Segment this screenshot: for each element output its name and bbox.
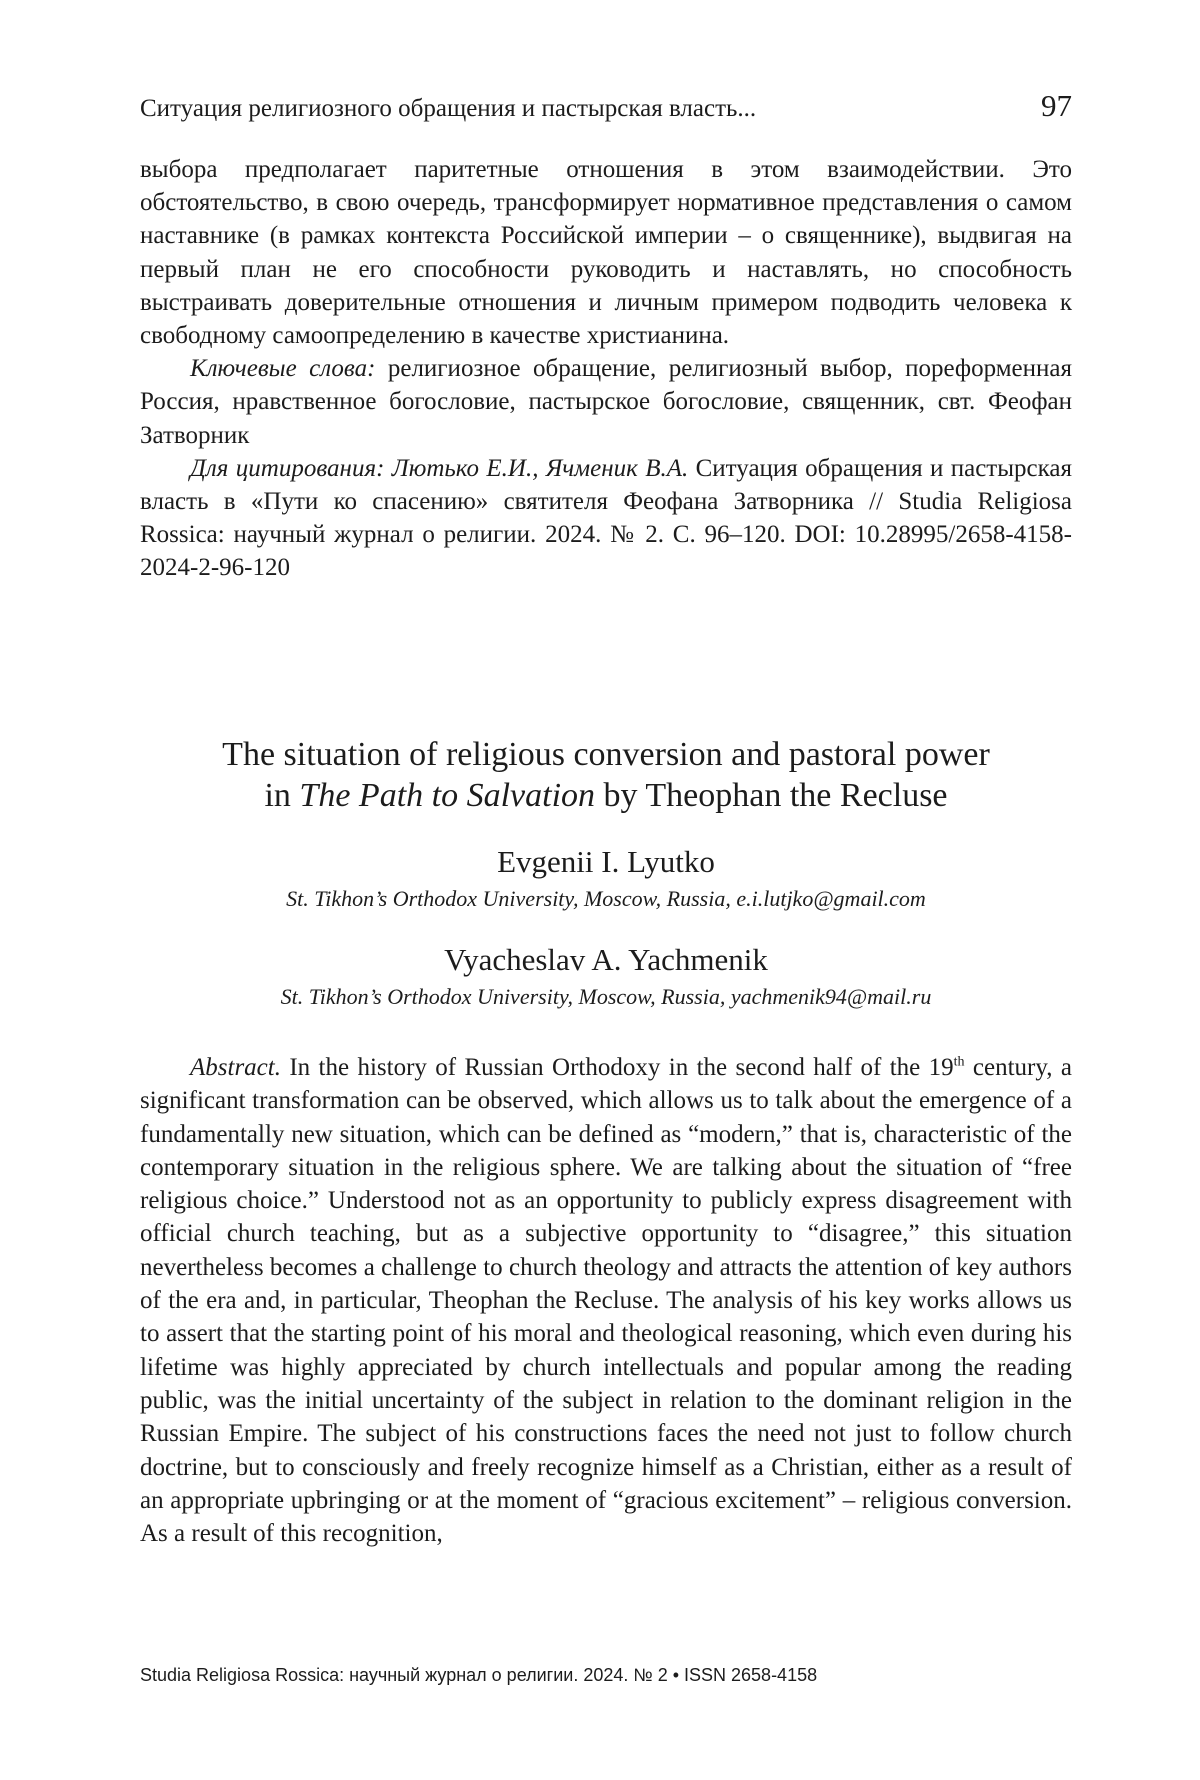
author-affiliation: St. Tikhon’s Orthodox University, Moscow, Russia, e.i.lutjko@gmail.com bbox=[286, 886, 926, 911]
journal-footer: Studia Religiosa Rossica: научный журнал о религии. 2024. № 2 • ISSN 2658-4158 bbox=[140, 1665, 818, 1685]
keywords-label: Ключевые слова: bbox=[190, 355, 376, 383]
title-prefix: in bbox=[264, 777, 300, 814]
running-title: Ситуация религиозного обращения и пастырская власть... bbox=[140, 95, 757, 122]
english-title bbox=[140, 734, 1072, 816]
running-header bbox=[140, 88, 1072, 124]
author-name: Vyacheslav A. Yachmenik bbox=[444, 942, 768, 977]
author-affiliation: St. Tikhon’s Orthodox University, Moscow, Russia, yachmenik94@mail.ru bbox=[280, 984, 932, 1009]
abstract-text-2: century, a significant transformation can be observed, which allows us to talk about the emergence of a fundamentally new situation, which can be defined as “modern,” that is, characteristic of the contemporary situation in the religious sphere. We are talking about the situation of “free religious choice.” Understood not as an opportunity to publicly express disagreement with official church teaching, but as a subjective opportunity to “disagree,” this situation nevertheless becomes a challenge to church theology and attracts the attention of key authors of the era and, in particular, Theophan the Recluse. The analysis of his key works allows us to assert that the starting point of his moral and theological reasoning, which even during his lifetime was highly appreciated by church intellectuals and popular among the reading public, was the initial uncertainty of the subject in relation to the dominant religion in the Russian Empire. The subject of his constructions faces the need not just to follow church doctrine, but to consciously and freely recognize himself as a Christian, either as a result of an appropriate upbringing or at the moment of “gracious excitement” – religious conversion. As a result of this recognition, bbox=[140, 1054, 1072, 1548]
abstract-text-1: In the history of Russian Orthodoxy in the second half of the 19 bbox=[280, 1054, 954, 1081]
keywords-text: религиозное обращение, религиозный выбор, пореформенная Россия, нравственное богословие, пастырское богословие, священник, свт. Феофан Затворник bbox=[140, 355, 1072, 449]
abstract-label: Abstract. bbox=[190, 1054, 281, 1081]
russian-keywords bbox=[140, 352, 1072, 452]
page-number: 97 bbox=[1041, 88, 1072, 123]
russian-citation bbox=[140, 452, 1072, 585]
ordinal-suffix: th bbox=[953, 1054, 965, 1070]
citation-text: Ситуация обращения и пастырская власть в «Пути ко спасению» святителя Феофана Затворника // Studia Religiosa Rossica: научный журнал о религии. 2024. № 2. С. 96–120. DOI: 10.28995/2658-4158-2024-2-96-120 bbox=[140, 454, 1072, 582]
title-italic: The Path to Salvation bbox=[299, 777, 596, 814]
citation-label: Для цитирования: Лютько Е.И., Ячменик В.А. bbox=[190, 454, 689, 482]
title-suffix: by Theophan the Recluse bbox=[595, 777, 948, 814]
title-line-2 bbox=[140, 775, 1072, 816]
russian-section bbox=[140, 153, 1072, 585]
english-abstract bbox=[140, 1051, 1072, 1550]
title-line-1: The situation of religious conversion and pastoral power bbox=[222, 736, 990, 773]
author-name: Evgenii I. Lyutko bbox=[497, 844, 715, 879]
russian-abstract-tail: выбора предполагает паритетные отношения в этом взаимодействии. Это обстоятельство, в свою очередь, трансформирует нормативное представления о самом наставнике (в рамках контекста Российской империи – о священнике), выдвигая на первый план не его способности руководить и наставлять, но способность выстраивать доверительные отношения и личным примером подводить человека к свободному самоопределению в качестве христианина. bbox=[140, 156, 1072, 350]
